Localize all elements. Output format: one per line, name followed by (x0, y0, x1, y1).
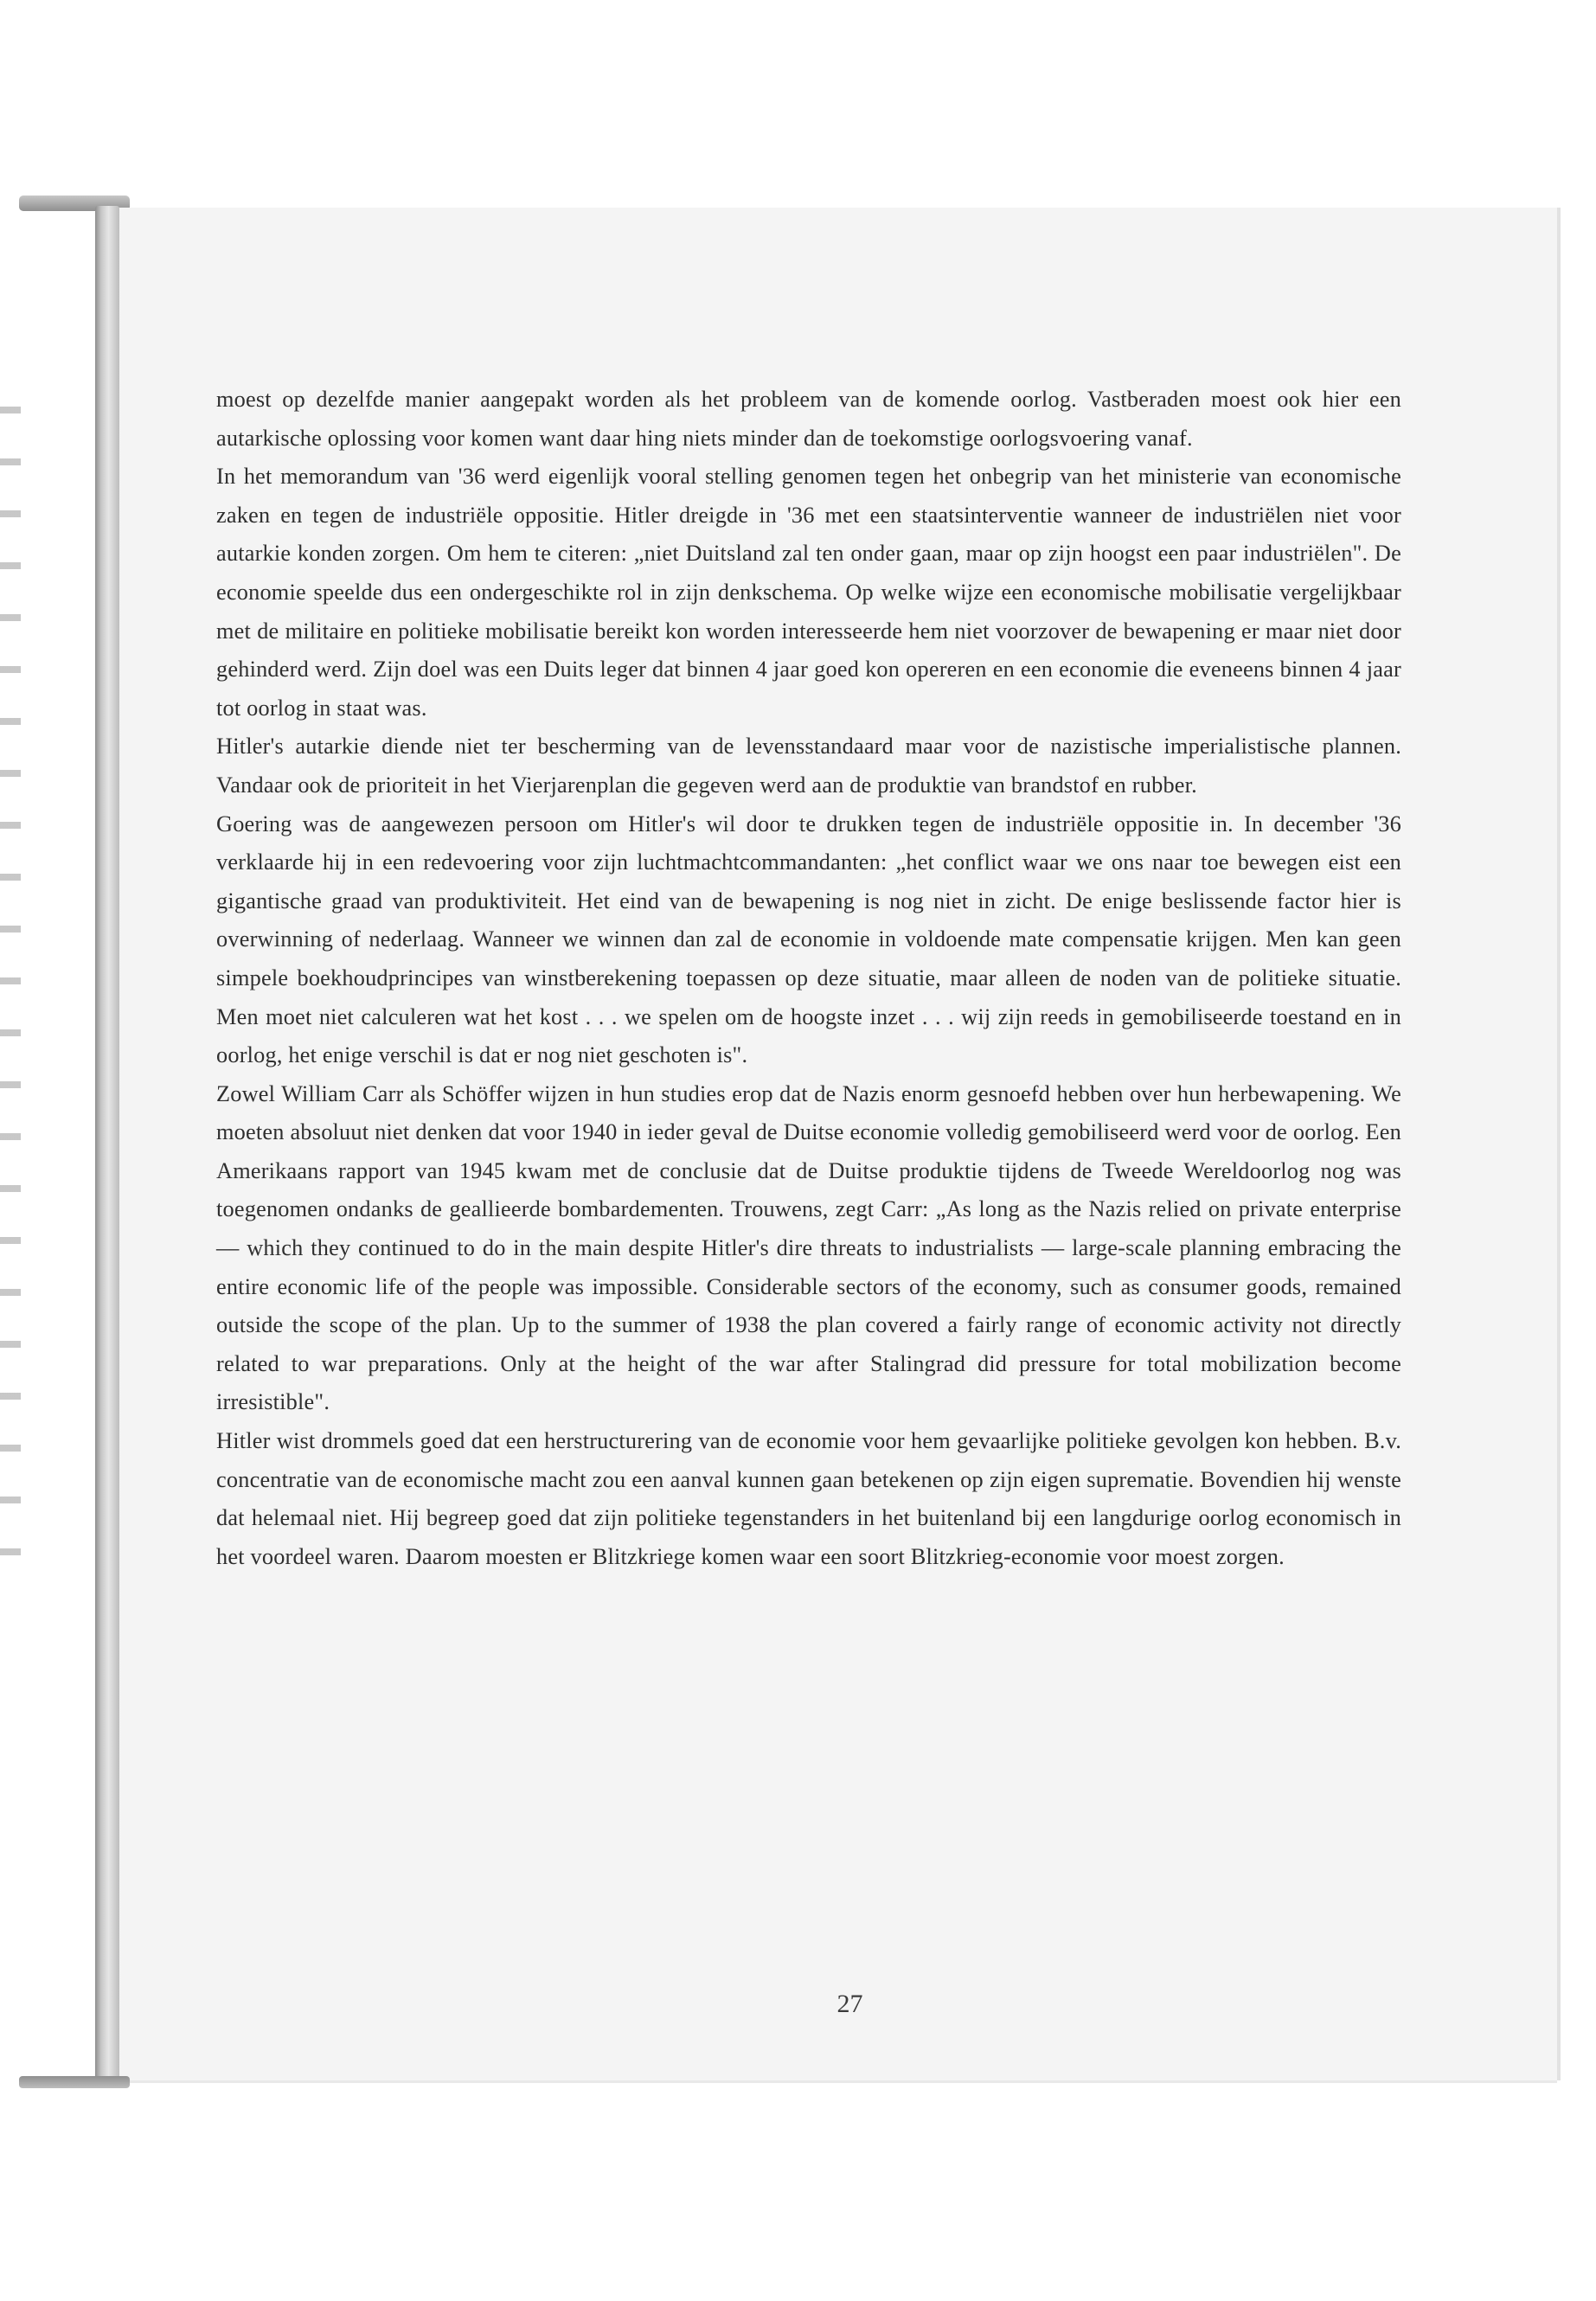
body-text (216, 381, 1401, 1576)
paragraph: Hitler wist drommels goed dat een herstructurering van de economie voor hem gevaarlijke politieke gevolgen kon hebben. B.v. concentratie van de economische macht zou een aanval kunnen gaan betekenen op zijn eigen suprematie. Bovendien hij wenste dat helemaal niet. Hij begreep goed dat zijn politieke tegenstanders in het buitenland bij een langdurige oorlog economisch in het voordeel waren. Daarom moesten er Blitzkriege komen waar een soort Blitzkrieg-economie voor moest zorgen. (216, 1428, 1401, 1569)
book-spine (95, 206, 119, 2085)
page-edge-marks (0, 372, 21, 1583)
paragraph: Goering was de aangewezen persoon om Hitler's wil door te drukken tegen de industriële oppositie in. In december '36 verklaarde hij in een redevoering voor zijn luchtmachtcommandanten: „het conflict waar we ons naar toe bewegen eist een gigantische graad van produktiviteit. Het eind van de bewapening is nog niet in zicht. De enige beslissende factor hier is overwinning of nederlaag. Wanneer we winnen dan zal de economie in voldoende mate compensatie krijgen. Men kan geen simpele boekhoudprincipes van winstberekening toepassen op deze situatie, maar alleen de noden van de politieke situatie. Men moet niet calculeren wat het kost . . . we spelen om de hoogste inzet . . . wij zijn reeds in gemobiliseerde toestand en in oorlog, het enige verschil is dat er nog niet geschoten is". (216, 811, 1401, 1068)
paragraph: Zowel William Carr als Schöffer wijzen in hun studies erop dat de Nazis enorm gesnoefd hebben over hun herbewapening. We moeten absoluut niet denken dat voor 1940 in ieder geval de Duitse economie volledig gemobiliseerd werd voor de oorlog. Een Amerikaans rapport van 1945 kwam met de conclusie dat de Duitse produktie tijdens de Tweede Wereldoorlog nog was toegenomen ondanks de geallieerde bombardementen. Trouwens, zegt Carr: „As long as the Nazis relied on private enterprise — which they continued to do in the main despite Hitler's dire threats to industrialists — large-scale planning embracing the entire economic life of the people was impossible. Considerable sectors of the economy, such as consumer goods, remained outside the scope of the plan. Up to the summer of 1938 the plan covered a fairly range of economic activity not directly related to war preparations. Only at the height of the war after Stalingrad did pressure for total mobilization become irresistible". (216, 1080, 1401, 1415)
page-number: 27 (836, 1990, 863, 2018)
paragraph: In het memorandum van '36 werd eigenlijk vooral stelling genomen tegen het onbegrip van het ministerie van economische zaken en tegen de industriële oppositie. Hitler dreigde in '36 met een staatsinterventie wanneer de industriëlen niet voor autarkie konden zorgen. Om hem te citeren: „niet Duitsland zal ten onder gaan, maar op zijn hoogst een paar industriëlen". De economie speelde dus een ondergeschikte rol in zijn denkschema. Op welke wijze een economische mobilisatie vergelijkbaar met de militaire en politieke mobilisatie bereikt kon worden interesseerde hem niet voorzover de bewapening er maar niet door gehinderd werd. Zijn doel was een Duits leger dat binnen 4 jaar goed kon opereren en een economie die eveneens binnen 4 jaar tot oorlog in staat was. (216, 464, 1401, 721)
book-spine-bottom (19, 2076, 130, 2088)
paragraph: Hitler's autarkie diende niet ter bescherming van de levensstandaard maar voor de nazistische imperialistische plannen. Vandaar ook de prioriteit in het Vierjarenplan die gegeven werd aan de produktie van brandstof en rubber. (216, 734, 1401, 798)
paragraph: moest op dezelfde manier aangepakt worden als het probleem van de komende oorlog. Vastberaden moest ook hier een autarkische oplossing voor komen want daar hing niets minder dan de toekomstige oorlogsvoering vanaf. (216, 387, 1401, 451)
